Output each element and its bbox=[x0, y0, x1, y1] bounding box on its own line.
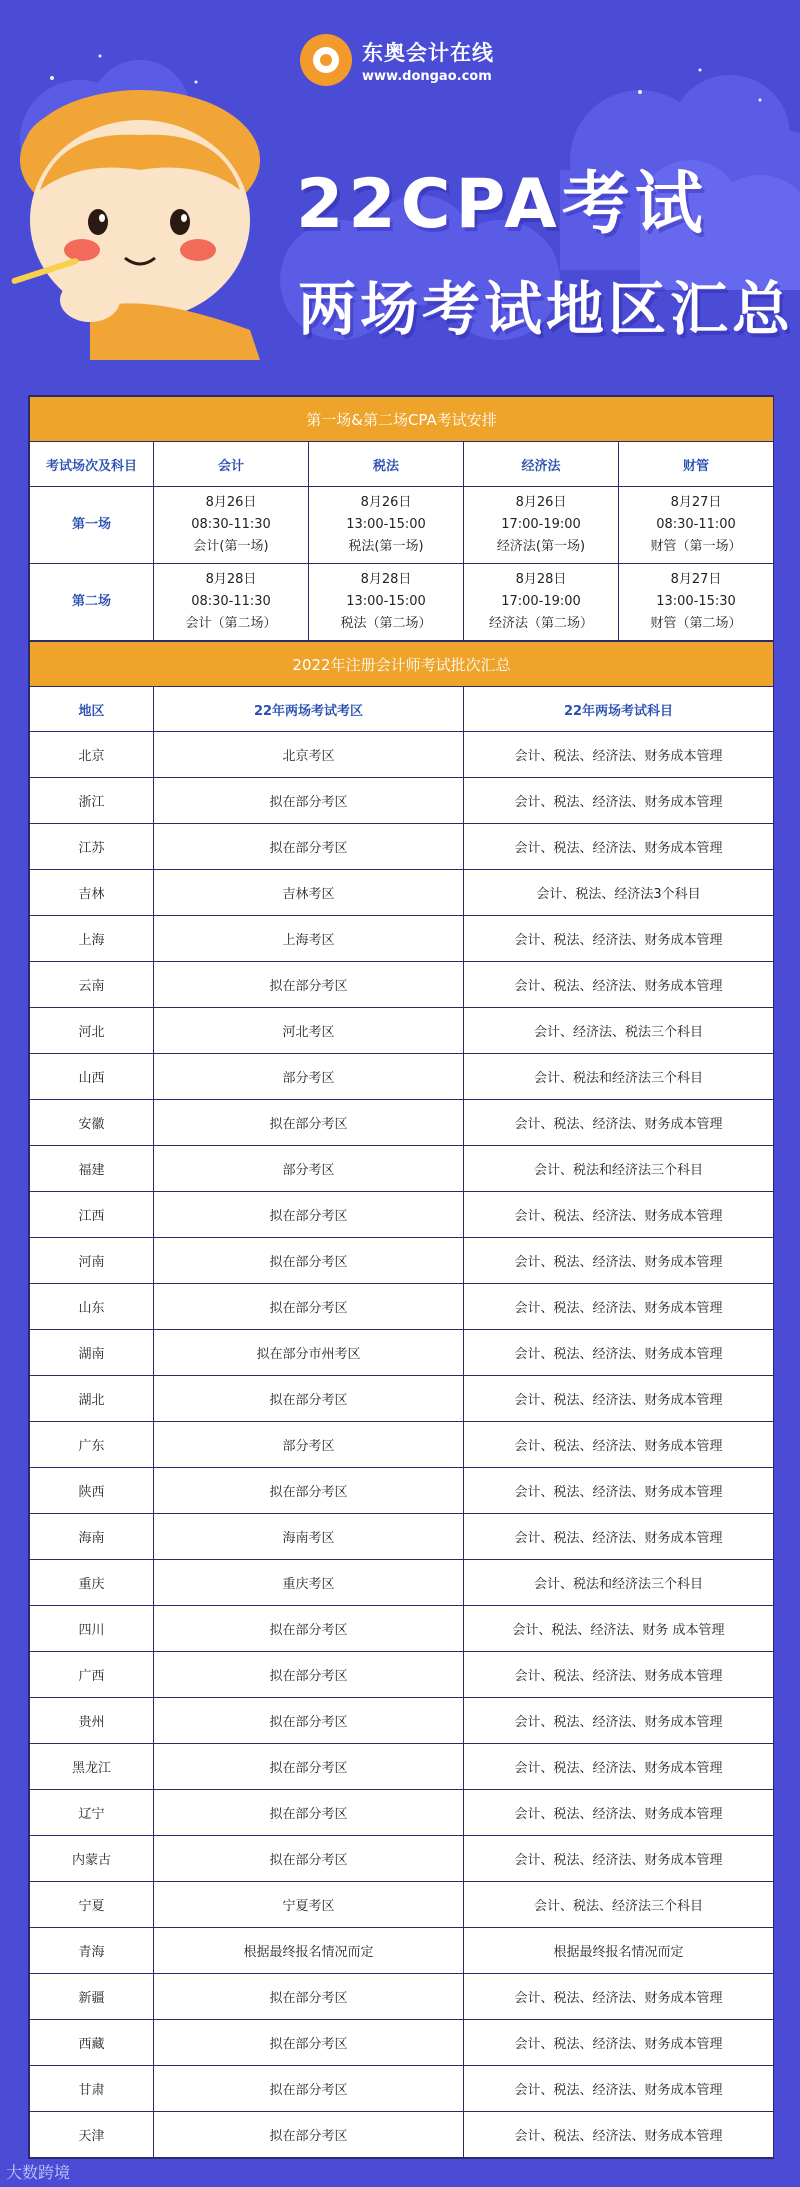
exam-area-cell: 拟在部分考区 bbox=[154, 1790, 464, 1836]
schedule-header-cell: 税法 bbox=[309, 442, 464, 487]
table-row bbox=[30, 1560, 774, 1606]
table-row bbox=[30, 2020, 774, 2066]
exam-subjects-cell: 会计、税法、经济法、财务成本管理 bbox=[464, 2066, 774, 2112]
exam-area-cell: 拟在部分考区 bbox=[154, 1100, 464, 1146]
schedule-header-cell: 会计 bbox=[154, 442, 309, 487]
region-cell: 新疆 bbox=[30, 1974, 154, 2020]
region-cell: 西藏 bbox=[30, 2020, 154, 2066]
session-cell: 8月26日 13:00-15:00 税法(第一场) bbox=[309, 487, 464, 564]
regions-header-cell: 地区 bbox=[30, 687, 154, 732]
table-row bbox=[30, 1928, 774, 1974]
exam-area-cell: 部分考区 bbox=[154, 1422, 464, 1468]
exam-area-cell: 拟在部分考区 bbox=[154, 1376, 464, 1422]
table-row bbox=[30, 1974, 774, 2020]
exam-subjects-cell: 会计、税法和经济法三个科目 bbox=[464, 1560, 774, 1606]
exam-subjects-cell: 会计、税法、经济法、财务成本管理 bbox=[464, 1790, 774, 1836]
exam-area-cell: 拟在部分考区 bbox=[154, 1652, 464, 1698]
regions-header-cell: 22年两场考试考区 bbox=[154, 687, 464, 732]
exam-area-cell: 上海考区 bbox=[154, 916, 464, 962]
exam-area-cell: 吉林考区 bbox=[154, 870, 464, 916]
exam-area-cell: 拟在部分市州考区 bbox=[154, 1330, 464, 1376]
table-row bbox=[30, 1652, 774, 1698]
exam-subjects-cell: 会计、税法、经济法、财务成本管理 bbox=[464, 778, 774, 824]
exam-subjects-cell: 会计、税法、经济法、财务成本管理 bbox=[464, 1330, 774, 1376]
exam-subjects-cell: 会计、税法、经济法、财务成本管理 bbox=[464, 1652, 774, 1698]
exam-area-cell: 拟在部分考区 bbox=[154, 1238, 464, 1284]
schedule-header-cell: 考试场次及科目 bbox=[30, 442, 154, 487]
session-cell: 8月28日 17:00-19:00 经济法（第二场） bbox=[464, 564, 619, 641]
exam-area-cell: 拟在部分考区 bbox=[154, 2020, 464, 2066]
main-title: 22CPA考试 bbox=[296, 165, 708, 244]
table-row bbox=[30, 1422, 774, 1468]
exam-area-cell: 拟在部分考区 bbox=[154, 962, 464, 1008]
session-cell: 8月28日 13:00-15:00 税法（第二场） bbox=[309, 564, 464, 641]
exam-subjects-cell: 会计、税法、经济法、财务 成本管理 bbox=[464, 1606, 774, 1652]
exam-area-cell: 拟在部分考区 bbox=[154, 778, 464, 824]
exam-subjects-cell: 会计、税法、经济法、财务成本管理 bbox=[464, 1284, 774, 1330]
region-cell: 浙江 bbox=[30, 778, 154, 824]
table-row bbox=[30, 1882, 774, 1928]
table-row bbox=[30, 1100, 774, 1146]
sub-title: 两场考试地区汇总 bbox=[298, 275, 795, 343]
region-cell: 福建 bbox=[30, 1146, 154, 1192]
exam-subjects-cell: 根据最终报名情况而定 bbox=[464, 1928, 774, 1974]
exam-area-cell: 河北考区 bbox=[154, 1008, 464, 1054]
brand-url: www.dongao.com bbox=[362, 68, 492, 84]
exam-subjects-cell: 会计、税法、经济法、财务成本管理 bbox=[464, 1744, 774, 1790]
region-cell: 广西 bbox=[30, 1652, 154, 1698]
region-cell: 甘肃 bbox=[30, 2066, 154, 2112]
region-cell: 青海 bbox=[30, 1928, 154, 1974]
region-cell: 湖南 bbox=[30, 1330, 154, 1376]
brand-name: 东奥会计在线 bbox=[362, 40, 494, 65]
exam-area-cell: 拟在部分考区 bbox=[154, 824, 464, 870]
table-row bbox=[30, 1698, 774, 1744]
exam-subjects-cell: 会计、税法、经济法、财务成本管理 bbox=[464, 962, 774, 1008]
brand-logo bbox=[300, 34, 494, 86]
table-row bbox=[30, 1192, 774, 1238]
exam-subjects-cell: 会计、税法、经济法、财务成本管理 bbox=[464, 1192, 774, 1238]
schedule-header-cell: 经济法 bbox=[464, 442, 619, 487]
region-cell: 北京 bbox=[30, 732, 154, 778]
exam-subjects-cell: 会计、税法和经济法三个科目 bbox=[464, 1146, 774, 1192]
table-row bbox=[30, 1330, 774, 1376]
exam-area-cell: 拟在部分考区 bbox=[154, 1192, 464, 1238]
exam-area-cell: 拟在部分考区 bbox=[154, 1974, 464, 2020]
table-row bbox=[30, 1054, 774, 1100]
region-cell: 上海 bbox=[30, 916, 154, 962]
session-label: 第一场 bbox=[30, 487, 154, 564]
region-cell: 辽宁 bbox=[30, 1790, 154, 1836]
session-row bbox=[30, 487, 774, 564]
mascot-illustration bbox=[0, 90, 290, 360]
table-row bbox=[30, 778, 774, 824]
exam-area-cell: 海南考区 bbox=[154, 1514, 464, 1560]
exam-area-cell: 拟在部分考区 bbox=[154, 1468, 464, 1514]
region-cell: 重庆 bbox=[30, 1560, 154, 1606]
schedule-header-cell: 财管 bbox=[619, 442, 774, 487]
exam-subjects-cell: 会计、经济法、税法三个科目 bbox=[464, 1008, 774, 1054]
exam-subjects-cell: 会计、税法、经济法、财务成本管理 bbox=[464, 1238, 774, 1284]
schedule-table bbox=[29, 396, 774, 641]
regions-band-title: 2022年注册会计师考试批次汇总 bbox=[30, 642, 774, 687]
region-cell: 陕西 bbox=[30, 1468, 154, 1514]
exam-area-cell: 拟在部分考区 bbox=[154, 1698, 464, 1744]
region-cell: 海南 bbox=[30, 1514, 154, 1560]
watermark: 大数跨境 bbox=[6, 2163, 71, 2182]
region-cell: 广东 bbox=[30, 1422, 154, 1468]
region-cell: 湖北 bbox=[30, 1376, 154, 1422]
region-cell: 山东 bbox=[30, 1284, 154, 1330]
exam-subjects-cell: 会计、税法、经济法、财务成本管理 bbox=[464, 1836, 774, 1882]
region-cell: 安徽 bbox=[30, 1100, 154, 1146]
exam-subjects-cell: 会计、税法、经济法、财务成本管理 bbox=[464, 1422, 774, 1468]
session-label: 第二场 bbox=[30, 564, 154, 641]
region-cell: 江苏 bbox=[30, 824, 154, 870]
region-cell: 天津 bbox=[30, 2112, 154, 2158]
exam-area-cell: 拟在部分考区 bbox=[154, 1284, 464, 1330]
exam-subjects-cell: 会计、税法、经济法3个科目 bbox=[464, 870, 774, 916]
exam-table-sheet bbox=[28, 395, 774, 2159]
session-cell: 8月27日 13:00-15:30 财管（第二场） bbox=[619, 564, 774, 641]
table-row bbox=[30, 1514, 774, 1560]
brand-logo-icon bbox=[300, 34, 352, 86]
exam-subjects-cell: 会计、税法、经济法三个科目 bbox=[464, 1882, 774, 1928]
table-row bbox=[30, 1468, 774, 1514]
exam-area-cell: 重庆考区 bbox=[154, 1560, 464, 1606]
table-row bbox=[30, 1284, 774, 1330]
table-row bbox=[30, 1744, 774, 1790]
table-row bbox=[30, 732, 774, 778]
exam-subjects-cell: 会计、税法、经济法、财务成本管理 bbox=[464, 1376, 774, 1422]
regions-table bbox=[29, 641, 774, 2158]
session-cell: 8月26日 08:30-11:30 会计(第一场) bbox=[154, 487, 309, 564]
region-cell: 内蒙古 bbox=[30, 1836, 154, 1882]
exam-area-cell: 拟在部分考区 bbox=[154, 2112, 464, 2158]
table-row bbox=[30, 1376, 774, 1422]
table-row bbox=[30, 1238, 774, 1284]
exam-subjects-cell: 会计、税法、经济法、财务成本管理 bbox=[464, 1698, 774, 1744]
exam-subjects-cell: 会计、税法、经济法、财务成本管理 bbox=[464, 1468, 774, 1514]
table-row bbox=[30, 2112, 774, 2158]
region-cell: 黑龙江 bbox=[30, 1744, 154, 1790]
table-row bbox=[30, 824, 774, 870]
session-row bbox=[30, 564, 774, 641]
table-row bbox=[30, 916, 774, 962]
exam-subjects-cell: 会计、税法、经济法、财务成本管理 bbox=[464, 2112, 774, 2158]
region-cell: 云南 bbox=[30, 962, 154, 1008]
exam-area-cell: 拟在部分考区 bbox=[154, 1836, 464, 1882]
exam-subjects-cell: 会计、税法、经济法、财务成本管理 bbox=[464, 916, 774, 962]
exam-area-cell: 北京考区 bbox=[154, 732, 464, 778]
table-row bbox=[30, 1606, 774, 1652]
session-cell: 8月26日 17:00-19:00 经济法(第一场) bbox=[464, 487, 619, 564]
exam-subjects-cell: 会计、税法和经济法三个科目 bbox=[464, 1054, 774, 1100]
regions-header-cell: 22年两场考试科目 bbox=[464, 687, 774, 732]
exam-area-cell: 根据最终报名情况而定 bbox=[154, 1928, 464, 1974]
exam-area-cell: 宁夏考区 bbox=[154, 1882, 464, 1928]
exam-subjects-cell: 会计、税法、经济法、财务成本管理 bbox=[464, 1974, 774, 2020]
region-cell: 江西 bbox=[30, 1192, 154, 1238]
region-cell: 四川 bbox=[30, 1606, 154, 1652]
exam-subjects-cell: 会计、税法、经济法、财务成本管理 bbox=[464, 824, 774, 870]
exam-area-cell: 拟在部分考区 bbox=[154, 2066, 464, 2112]
regions-table-body bbox=[30, 732, 774, 2158]
table-row bbox=[30, 1008, 774, 1054]
exam-area-cell: 部分考区 bbox=[154, 1146, 464, 1192]
exam-area-cell: 拟在部分考区 bbox=[154, 1606, 464, 1652]
table-row bbox=[30, 870, 774, 916]
table-row bbox=[30, 1146, 774, 1192]
exam-area-cell: 拟在部分考区 bbox=[154, 1744, 464, 1790]
session-cell: 8月27日 08:30-11:00 财管（第一场） bbox=[619, 487, 774, 564]
region-cell: 吉林 bbox=[30, 870, 154, 916]
exam-subjects-cell: 会计、税法、经济法、财务成本管理 bbox=[464, 2020, 774, 2066]
table-row bbox=[30, 1836, 774, 1882]
exam-area-cell: 部分考区 bbox=[154, 1054, 464, 1100]
exam-subjects-cell: 会计、税法、经济法、财务成本管理 bbox=[464, 1514, 774, 1560]
region-cell: 河南 bbox=[30, 1238, 154, 1284]
region-cell: 贵州 bbox=[30, 1698, 154, 1744]
exam-subjects-cell: 会计、税法、经济法、财务成本管理 bbox=[464, 732, 774, 778]
table-row bbox=[30, 1790, 774, 1836]
session-cell: 8月28日 08:30-11:30 会计（第二场） bbox=[154, 564, 309, 641]
region-cell: 山西 bbox=[30, 1054, 154, 1100]
region-cell: 宁夏 bbox=[30, 1882, 154, 1928]
table-row bbox=[30, 2066, 774, 2112]
schedule-band-title: 第一场&第二场CPA考试安排 bbox=[30, 397, 774, 442]
table-row bbox=[30, 962, 774, 1008]
region-cell: 河北 bbox=[30, 1008, 154, 1054]
exam-subjects-cell: 会计、税法、经济法、财务成本管理 bbox=[464, 1100, 774, 1146]
